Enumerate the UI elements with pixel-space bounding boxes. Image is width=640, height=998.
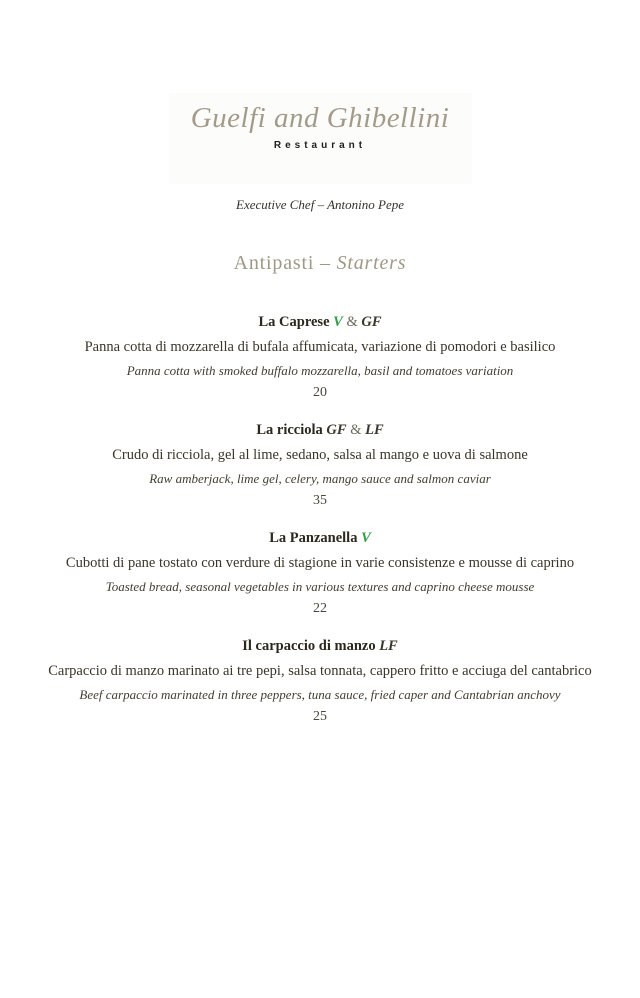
dietary-tag: V [333,314,343,330]
executive-chef-line: Executive Chef – Antonino Pepe [236,197,404,212]
dish-title-line [0,636,640,656]
dish-title-line [0,312,640,332]
restaurant-logo [169,93,472,184]
menu-item [0,636,640,727]
dish-price: 25 [313,709,327,724]
dietary-tag: LF [365,422,384,438]
menu-item [0,420,640,511]
section-title-italian: Antipasti [233,252,315,274]
menu-items [0,312,640,727]
dish-name: La Panzanella [269,530,362,546]
dish-description-italian: Panna cotta di mozzarella di bufala affumicata, variazione di pomodori e basilico [84,339,556,355]
dietary-tag-separator: & [346,422,366,438]
dish-price: 22 [313,601,327,616]
restaurant-name: Guelfi and Ghibellini [190,102,450,134]
section-title-separator: – [319,252,337,274]
dish-name: Il carpaccio di manzo [242,638,380,654]
restaurant-subtitle: Restaurant [273,140,367,151]
dietary-tag: GF [361,314,382,330]
menu-item [0,528,640,619]
dish-price: 20 [313,385,327,400]
dietary-tag: GF [326,422,347,438]
dish-name: La ricciola [256,422,327,438]
section-title-english: Starters [336,252,407,274]
section-title [0,250,640,276]
menu-item [0,312,640,403]
dish-name: La Caprese [258,314,334,330]
dish-description-english: Panna cotta with smoked buffalo mozzarella, basil and tomatoes variation [126,363,514,378]
menu-page [0,93,640,998]
dish-title-line [0,420,640,440]
dish-description-english: Beef carpaccio marinated in three peppers, tuna sauce, fried caper and Cantabrian anchovy [79,687,561,702]
dish-description-italian: Crudo di ricciola, gel al lime, sedano, salsa al mango e uova di salmone [112,447,528,463]
dish-description-english: Toasted bread, seasonal vegetables in various textures and caprino cheese mousse [105,579,535,594]
dish-title-line [0,528,640,548]
dish-description-italian: Carpaccio di manzo marinato ai tre pepi, salsa tonnata, cappero fritto e acciuga del cantabrico [48,663,592,679]
dish-description-italian: Cubotti di pane tostato con verdure di stagione in varie consistenze e mousse di caprino [65,555,575,571]
dietary-tag: V [361,530,371,546]
dietary-tag-separator: & [342,314,362,330]
dish-description-english: Raw amberjack, lime gel, celery, mango sauce and salmon caviar [149,471,491,486]
dish-price: 35 [313,493,327,508]
dietary-tag: LF [379,638,398,654]
